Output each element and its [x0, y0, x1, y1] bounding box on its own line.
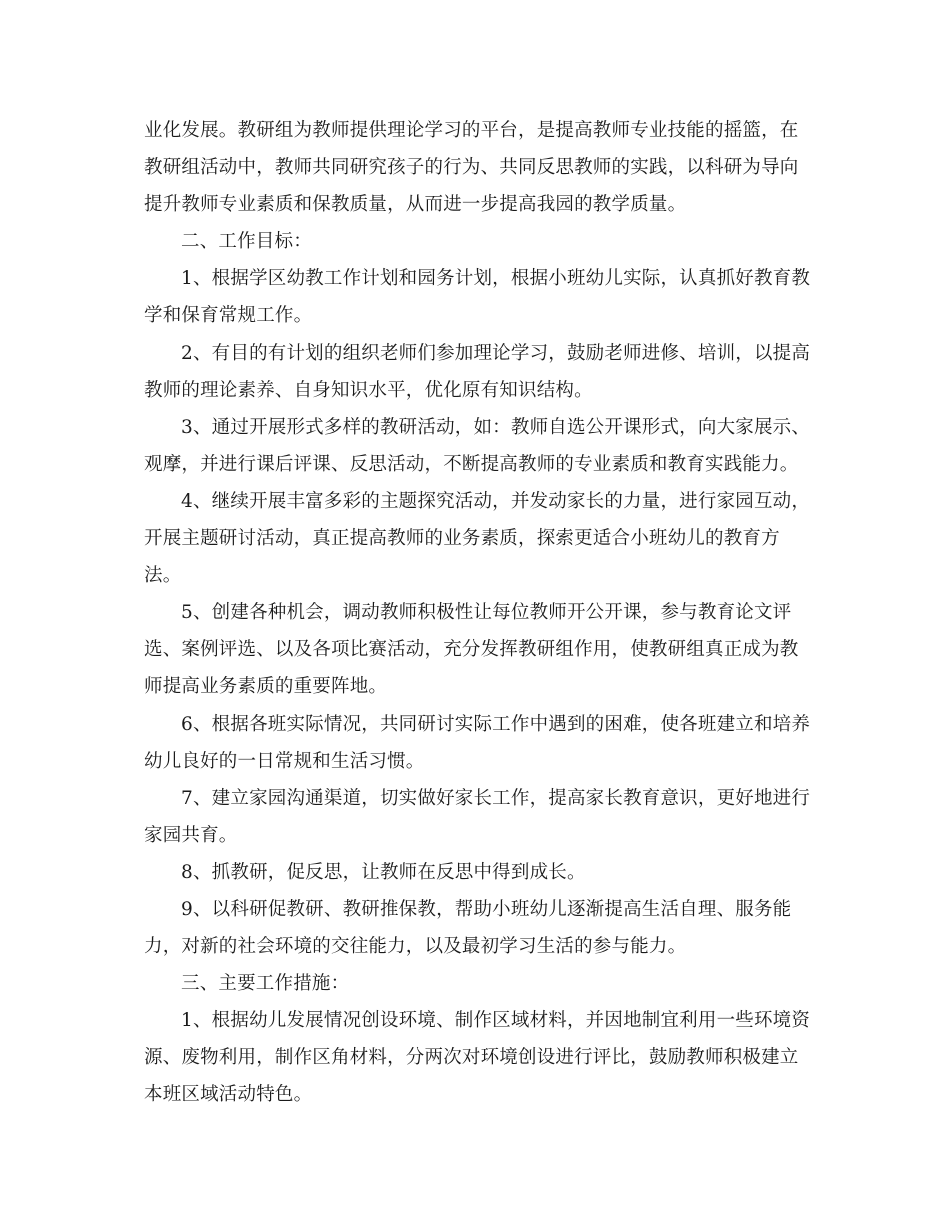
text-line: 师提高业务素质的重要阵地。 — [144, 676, 388, 698]
section-heading-main-measures — [144, 965, 810, 1002]
text-line: 1、根据幼儿发展情况创设环境、制作区域材料，并因地制宜利用一些环境资 — [181, 1010, 811, 1032]
goal-item-2 — [144, 335, 810, 409]
text-line: 观摩，并进行课后评课、反思活动，不断提高教师的专业素质和教育实践能力。 — [144, 453, 799, 475]
text-line: 本班区域活动特色。 — [144, 1084, 313, 1106]
text-line: 教师的理论素养、自身知识水平，优化原有知识结构。 — [144, 379, 593, 401]
text-line: 家园共育。 — [144, 824, 238, 846]
section-heading-work-goals — [144, 223, 810, 260]
text-line: 教研组活动中，教师共同研究孩子的行为、共同反思教师的实践，以科研为导向 — [144, 157, 799, 179]
text-line: 二、工作目标： — [181, 231, 312, 253]
goal-item-1 — [144, 260, 810, 334]
text-line: 2、有目的有计划的组织老师们参加理论学习，鼓励老师进修、培训，以提高 — [181, 342, 811, 364]
paragraph-intro-continuation — [144, 112, 810, 223]
text-line: 法。 — [144, 565, 182, 587]
text-line: 开展主题研讨活动，真正提高教师的业务素质，探索更适合小班幼儿的教育方 — [144, 528, 780, 550]
text-line: 幼儿良好的一日常规和生活习惯。 — [144, 750, 425, 772]
goal-item-4 — [144, 483, 810, 594]
text-line: 1、根据学区幼教工作计划和园务计划，根据小班幼儿实际，认真抓好教育教 — [181, 268, 811, 290]
text-line: 力，对新的社会环境的交往能力，以及最初学习生活的参与能力。 — [144, 936, 687, 958]
text-line: 4、继续开展丰富多彩的主题探究活动，并发动家长的力量，进行家园互动， — [181, 490, 811, 512]
text-line: 业化发展。教研组为教师提供理论学习的平台，是提高教师专业技能的摇篮，在 — [144, 120, 799, 141]
goal-item-3 — [144, 409, 810, 483]
goal-item-6 — [144, 706, 810, 780]
text-line: 6、根据各班实际情况，共同研讨实际工作中遇到的困难，使各班建立和培养 — [181, 713, 811, 735]
measure-item-1 — [144, 1002, 810, 1113]
text-line: 9、以科研促教研、教研推保教，帮助小班幼儿逐渐提高生活自理、服务能 — [181, 898, 792, 920]
text-line: 5、创建各种机会，调动教师积极性让每位教师开公开课，参与教育论文评 — [181, 602, 792, 624]
goal-item-9 — [144, 891, 810, 965]
text-line: 7、建立家园沟通渠道，切实做好家长工作，提高家长教育意识，更好地进行 — [181, 787, 811, 809]
goal-item-7 — [144, 780, 810, 854]
text-line: 8、抓教研，促反思，让教师在反思中得到成长。 — [181, 861, 586, 883]
text-line: 选、案例评选、以及各项比赛活动，充分发挥教研组作用，使教研组真正成为教 — [144, 639, 799, 661]
goal-item-5 — [144, 594, 810, 705]
text-line: 3、通过开展形式多样的教研活动，如：教师自选公开课形式，向大家展示、 — [181, 416, 811, 438]
text-line: 三、主要工作措施： — [181, 973, 350, 995]
text-line: 提升教师专业素质和保教质量，从而进一步提高我园的教学质量。 — [144, 194, 687, 216]
goal-item-8 — [144, 854, 810, 891]
document-body — [144, 112, 810, 1114]
text-line: 源、废物利用，制作区角材料，分两次对环境创设进行评比，鼓励教师积极建立 — [144, 1047, 799, 1069]
text-line: 学和保育常规工作。 — [144, 305, 313, 327]
